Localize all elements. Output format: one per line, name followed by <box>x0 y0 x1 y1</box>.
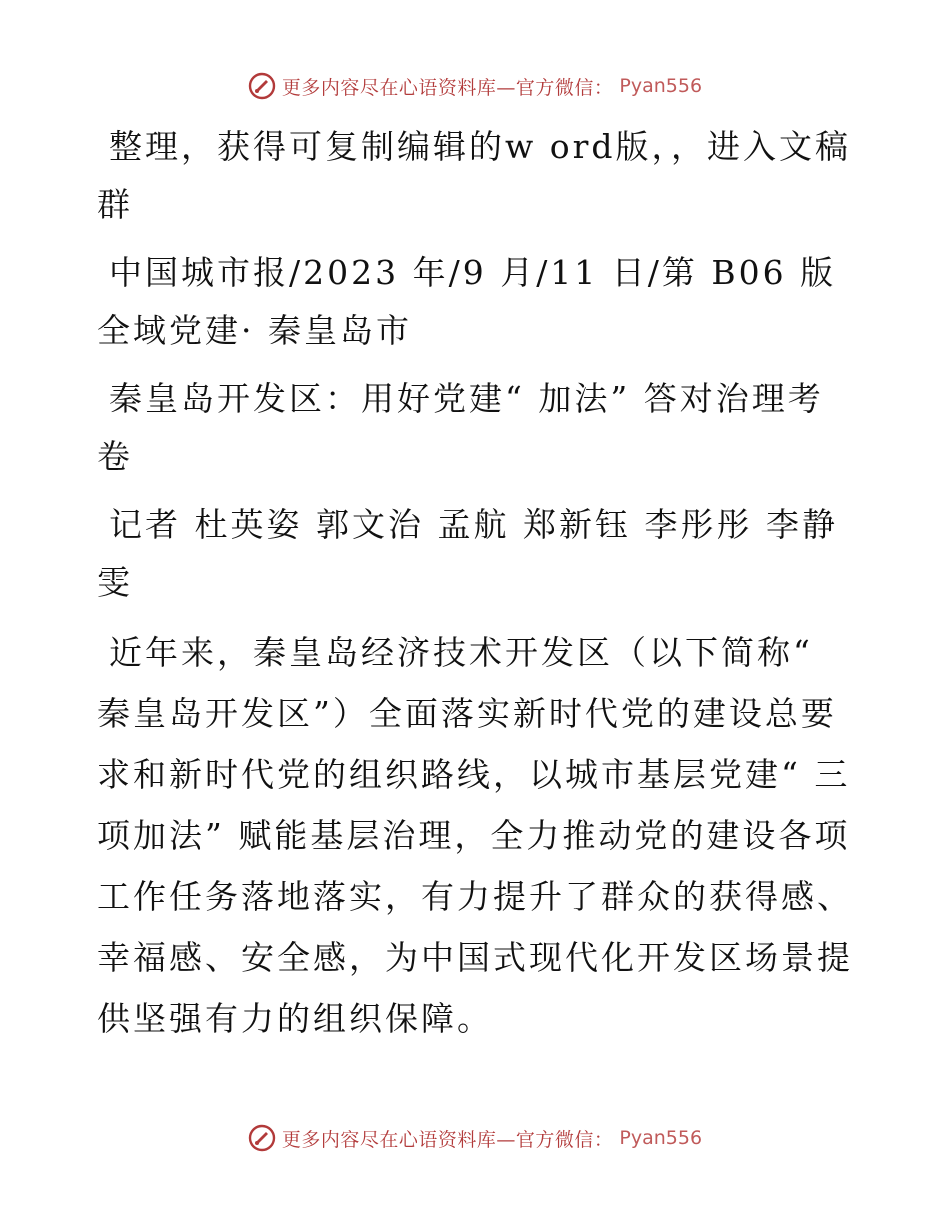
brand-logo-icon <box>248 72 276 100</box>
document-body <box>97 118 857 1049</box>
watermark-text: 更多内容尽在心语资料库—官方微信： <box>281 76 614 99</box>
source-line: 中国城市报/2023 年/9 月/11 日/第 B06 版全域党建· 秦皇岛市 <box>97 253 837 350</box>
watermark-footer <box>0 1124 950 1152</box>
watermark-wechat-id: Pyan556 <box>619 1127 703 1149</box>
body-paragraph: 近年来，秦皇岛经济技术开发区（以下简称“ 秦皇岛开发区”）全面落实新时代党的建设总要求和新时代党的组织路线，以城市基层党建“ 三项加法” 赋能基层治理，全力推动党的建设各项工作任务落地落实，有力提升了群众的获得感、幸福感、安全感，为中国式现代化开发区场景提供坚强有力的组织保障。 <box>97 633 853 1038</box>
byline: 记者 杜英姿 郭文治 孟航 郑新钰 李彤彤 李静雯 <box>97 505 838 602</box>
intro-paragraph: 整理，获得可复制编辑的w ord版，，进入文稿群 <box>97 127 852 224</box>
watermark-header <box>0 72 950 100</box>
brand-logo-icon <box>248 1124 276 1152</box>
watermark-text: 更多内容尽在心语资料库—官方微信： <box>281 1128 614 1151</box>
watermark-wechat-id: Pyan556 <box>619 75 703 97</box>
article-title: 秦皇岛开发区：用好党建“ 加法” 答对治理考卷 <box>97 379 824 476</box>
